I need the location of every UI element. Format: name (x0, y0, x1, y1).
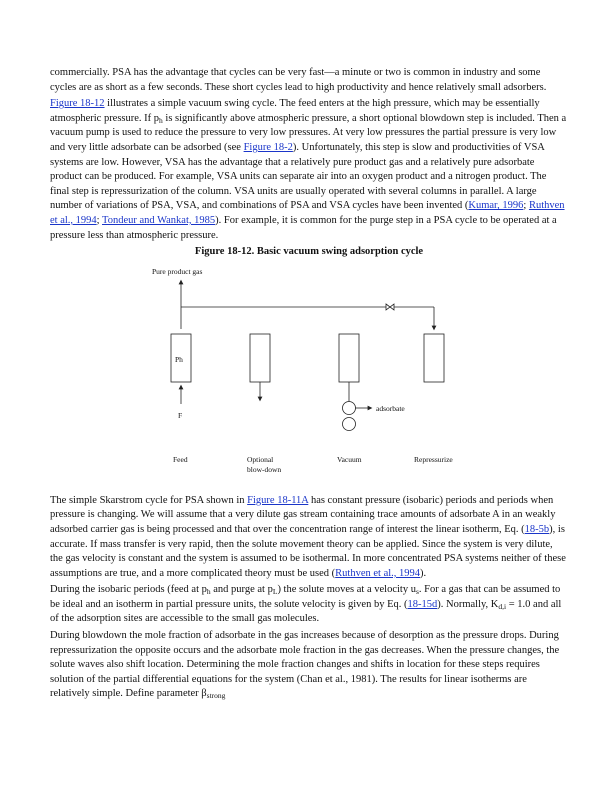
vsa-cycle-figure (50, 262, 568, 494)
pure-product-gas-label: Pure product gas (152, 266, 203, 276)
ph-label: Ph (175, 354, 183, 364)
column-repressurize (424, 334, 444, 382)
paragraph-vsa: Figure 18-12 illustrates a simple vacuum swing cycle. The feed enters at the high pressure, which may be essentially atmospheric pressure. If $p_h$ is significantly above atmospheric pressure, a short optional blowdown step is included. Then a vacuum pump is used to reduce the pressure to very low pressures. At very low pressures the partial pressure is very low and very little adsorbate can be adsorbed (see Figure 18-2). Unfortunately, this step is slow and productivities of VSA systems are low. However, VSA has the advantage that a relatively pure product gas and a relatively pure adsorbate product can be produced. For example, VSA units can separate air into an oxygen product and a nitrogen product. The final step is repressurization of the column. VSA units are usually operated with several columns in parallel. A large number of variations of PSA, VSA, and combinations of PSA and VSA cycles have been invented (Kumar, 1996; Ruthven et al., 1994; Tondeur and Wankat, 1985). For example, it is common for the purge step in a PSA cycle to be operated at a pressure less than atmospheric pressure. (50, 98, 567, 241)
link-figure-18-12[interactable]: Figure 18-12 (50, 98, 105, 110)
link-ref-ruthven-2[interactable]: Ruthven et al., 1994 (335, 567, 421, 579)
link-ref-tondeur[interactable]: Tondeur and Wankat, 1985 (102, 214, 216, 226)
column-vacuum (339, 334, 359, 382)
f-label: F (178, 410, 183, 420)
link-figure-18-2[interactable]: Figure 18-2 (243, 141, 293, 153)
step-label-blowdown: blow-down (247, 464, 282, 474)
link-eq-18-5b[interactable]: 18-5b (524, 523, 550, 535)
vacuum-pump-icon (343, 401, 356, 414)
valve-icon (386, 304, 394, 310)
link-eq-18-15d[interactable]: 18-15d (407, 598, 438, 610)
step-label-optional: Optional (247, 454, 274, 464)
vsa-cycle-diagram (50, 262, 568, 494)
column-blowdown (250, 334, 270, 382)
vacuum-pump-icon-lower (343, 417, 356, 430)
link-ref-ruthven[interactable]: Ruthven et al., 1994 (50, 200, 565, 226)
paragraph-intro: commercially. PSA has the advantage that cycles can be very fast—a minute or two is common in industry and some cycles are as short as a few seconds. These short cycles lead to high productivity and hence relatively small adsorbers. (50, 67, 547, 93)
paragraph-skarstrom: The simple Skarstrom cycle for PSA shown in Figure 18-11A has constant pressure (isobaric) periods and periods when pressure is changing. We will assume that a very dilute gas stream containing trace amounts of adsorbate A in an weakly adsorbed carrier gas is being processed and that over the concentration range of interest the linear isotherm, Eq. (18-5b), is accurate. If mass transfer is very rapid, then the solute movement theory can be applied. Since the system is very dilute, the gas velocity is constant and the system is assumed to be isothermal. In more concentrated PSA systems neither of these assumptions are true, and a more complicated theory must be used (Ruthven et al., 1994). (50, 494, 566, 579)
paragraph-isobaric: During the isobaric periods (feed at $p_h$ and purge at $p_L$) the solute moves at a velocity $u_s$. For a gas that can be assumed to be ideal and an isotherm in partial pressure units, the solute velocity is given by Eq. (18-15d). Normally, $K_{d,i} = 1.0$ and all of the adsorption sites are accessible to the small gas molecules. (50, 584, 562, 625)
link-ref-kumar[interactable]: Kumar, 1996 (468, 200, 524, 212)
paragraph-blowdown: During blowdown the mole fraction of adsorbate in the gas increases because of desorption as the pressure drops. During repressurization the opposite occurs and the adsorbate mole fraction in the gas decreases. When the pressure changes, the solute waves also shift location. Determining the mole fraction changes and shifts in location for these steps requires solution of the partial differential equations for the system (Chan et al., 1981). The results for linear isotherms are relatively simple. Define parameter $\beta_{strong}$ (50, 630, 560, 701)
step-label-feed: Feed (173, 454, 188, 464)
step-label-vacuum: Vacuum (337, 454, 362, 464)
step-label-repressurize: Repressurize (414, 454, 453, 464)
link-figure-18-11a[interactable]: Figure 18-11A (247, 494, 309, 506)
figure-title: Figure 18-12. Basic vacuum swing adsorption cycle (194, 246, 424, 258)
adsorbate-label: adsorbate (376, 403, 405, 413)
document-page (50, 66, 568, 704)
